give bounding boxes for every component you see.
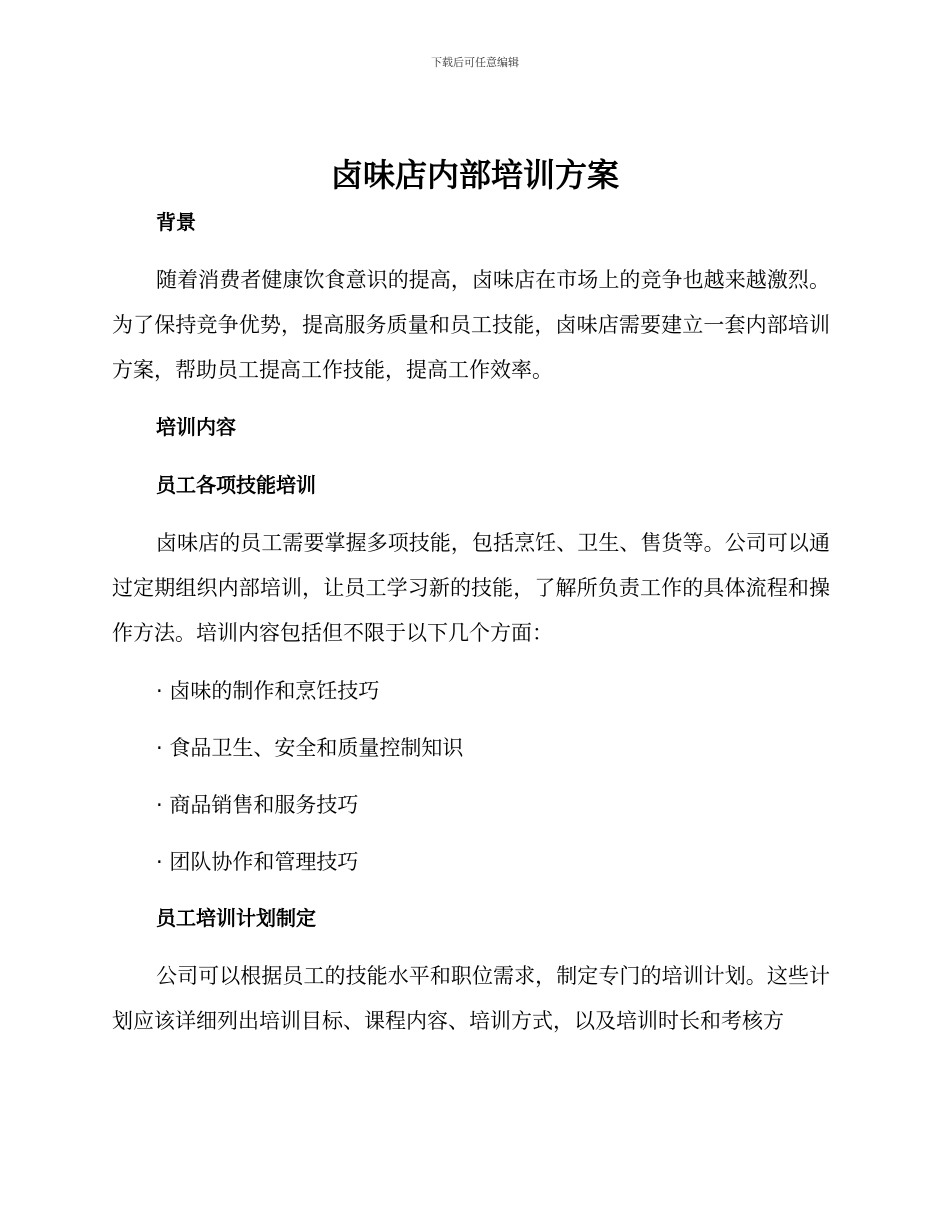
bullet-item: · 卤味的制作和烹饪技巧 bbox=[156, 679, 380, 703]
document-title: 卤味店内部培训方案 bbox=[330, 156, 619, 194]
header-note: 下载后可任意编辑 bbox=[431, 56, 519, 69]
section-heading-plan: 员工培训计划制定 bbox=[156, 906, 316, 930]
section-heading-training-content: 培训内容 bbox=[156, 415, 236, 439]
bullet-item: · 食品卫生、安全和质量控制知识 bbox=[156, 736, 464, 760]
bullet-item: · 团队协作和管理技巧 bbox=[156, 850, 359, 874]
paragraph-plan: 公司可以根据员工的技能水平和职位需求，制定专门的培训计划。这些计划应该详细列出培训目标、课程内容、培训方式，以及培训时长和考核方 bbox=[112, 964, 830, 1033]
section-heading-background: 背景 bbox=[156, 210, 196, 234]
document-body bbox=[112, 200, 830, 1044]
section-heading-skills: 员工各项技能培训 bbox=[156, 473, 316, 497]
paragraph-skills: 卤味店的员工需要掌握多项技能，包括烹饪、卫生、售货等。公司可以通过定期组织内部培训，让员工学习新的技能，了解所负责工作的具体流程和操作方法。培训内容包括但不限于以下几个方面： bbox=[112, 531, 830, 645]
paragraph-background: 随着消费者健康饮食意识的提高，卤味店在市场上的竞争也越来越激烈。为了保持竞争优势，提高服务质量和员工技能，卤味店需要建立一套内部培训方案，帮助员工提高工作技能，提高工作效率。 bbox=[112, 268, 830, 382]
bullet-item: · 商品销售和服务技巧 bbox=[156, 793, 359, 817]
